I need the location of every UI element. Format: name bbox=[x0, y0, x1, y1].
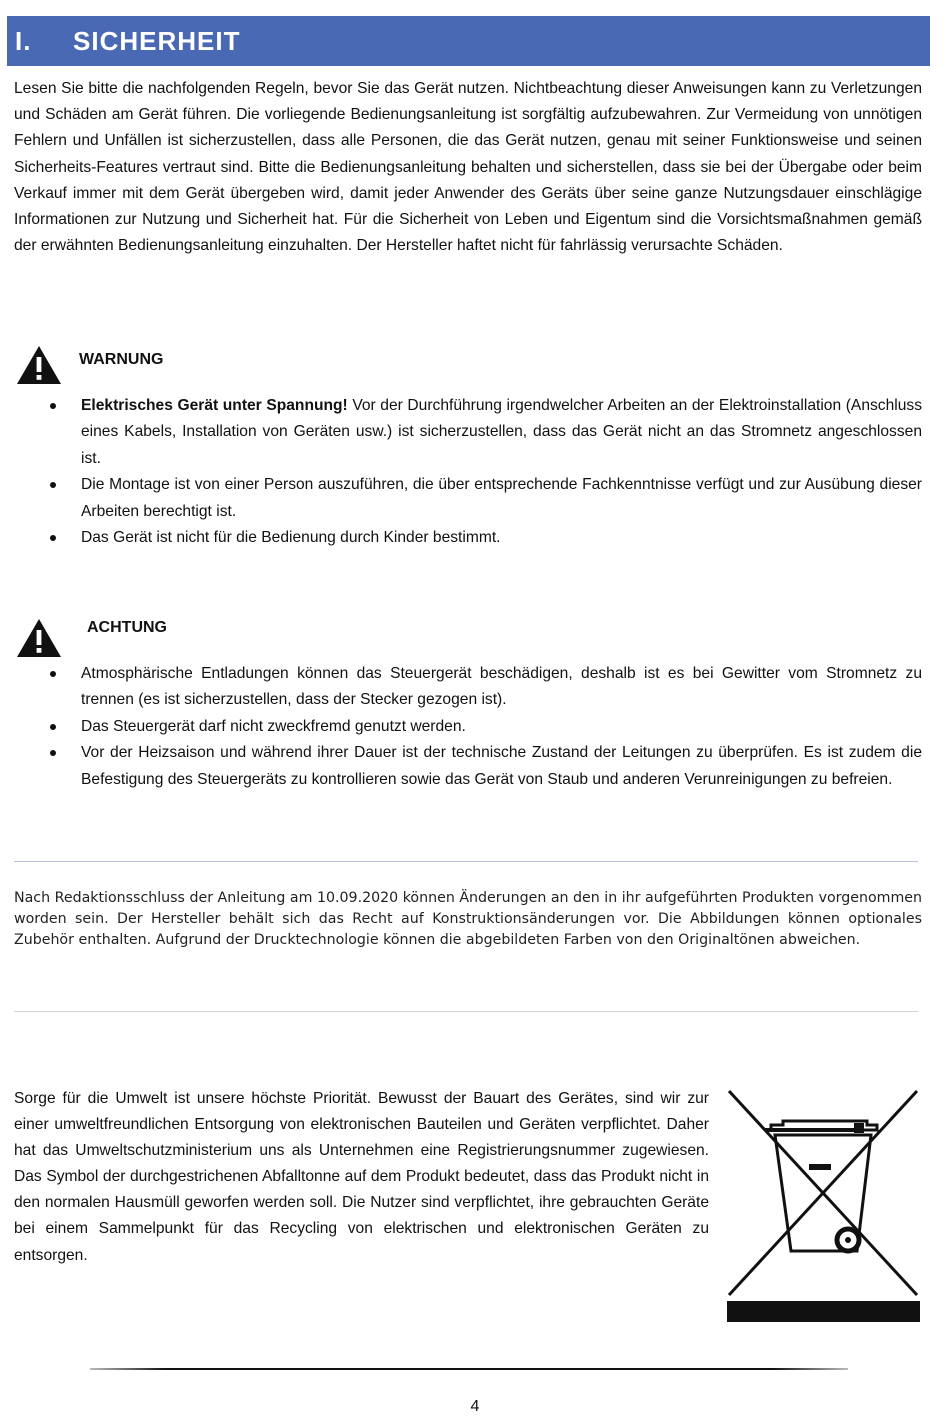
list-item: Das Gerät ist nicht für die Bedienung durch Kinder bestimmt. bbox=[81, 525, 922, 551]
page-number: 4 bbox=[470, 1398, 480, 1415]
caution-title: ACHTUNG bbox=[87, 619, 167, 636]
caution-triangle-icon bbox=[16, 618, 62, 658]
editorial-notice: Nach Redaktionsschluss der Anleitung am 10.09.2020 können Änderungen an den in ihr aufgeführten Produkten vorgenommen worden sein. Der Hersteller behält sich das Recht auf Konstruktionsänderungen vor. Die Abbildungen können optionales Zubehör enthalten. Aufgrund der Drucktechnologie können die abgebildeten Farben von den Originaltönen abweichen. bbox=[14, 890, 922, 948]
footer-rule bbox=[90, 1368, 848, 1370]
warning-title: WARNUNG bbox=[79, 351, 164, 368]
crossed-out-wheelie-bin-icon bbox=[727, 1089, 920, 1322]
list-item: Elektrisches Gerät unter Spannung! Vor der Durchführung irgendwelcher Arbeiten an der Elektroinstallation (Anschluss eines Kabels, Installation von Geräten usw.) ist sicherzustellen, dass das Gerät nicht an das Stromnetz angeschlossen ist. bbox=[81, 393, 922, 472]
environment-paragraph: Sorge für die Umwelt ist unsere höchste Priorität. Bewusst der Bauart des Gerätes, sind wir zur einer umweltfreundlichen Entsorgung von elektronischen Bauteilen und Geräten verpflichtet. Daher hat das Umweltschutzministerium uns als Unternehmen eine Registrierungsnummer zugewiesen. Das Symbol der durchgestrichenen Abfalltonne auf dem Produkt bedeutet, dass das Produkt nicht in den normalen Hausmüll geworfen werden soll. Die Nutzer sind verpflichtet, ihre gebrauchten Geräte bei einem Sammelpunkt für das Recycling von elektrischen und elektronischen Geräten zu entsorgen. bbox=[14, 1090, 709, 1264]
list-item: Atmosphärische Entladungen können das Steuergerät beschädigen, deshalb ist es bei Gewitter vom Stromnetz zu trennen (es ist sicherzustellen, dass der Stecker gezogen ist). bbox=[81, 661, 922, 714]
warning-list bbox=[81, 393, 922, 551]
intro-paragraph: Lesen Sie bitte die nachfolgenden Regeln, bevor Sie das Gerät nutzen. Nichtbeachtung dieser Anweisungen kann zu Verletzungen und Schäden am Gerät führen. Die vorliegende Bedienungsanleitung ist sorgfältig aufzubewahren. Zur Vermeidung von unnötigen Fehlern und Unfällen ist sicherzustellen, dass alle Personen, die das Gerät nutzen, genau mit seiner Funktionsweise und seinen Sicherheits-Features vertraut sind. Bitte die Bedienungsanleitung behalten und sicherstellen, dass sie bei der Übergabe oder beim Verkauf immer mit dem Gerät übergeben wird, damit jeder Anwender des Geräts über seine ganze Nutzungsdauer einschlägige Informationen zur Nutzung und Sicherheit hat. Für die Sicherheit von Leben und Eigentum sind die Vorsichtsmaßnahmen gemäß der erwähnten Bedienungsanleitung einzuhalten. Der Hersteller haftet nicht für fahrlässig verursachte Schäden. bbox=[14, 80, 922, 255]
list-item: Vor der Heizsaison und während ihrer Dauer ist der technische Zustand der Leitungen zu überprüfen. Es ist zudem die Befestigung des Steuergeräts zu kontrollieren sowie das Gerät von Staub und anderen Verunreinigungen zu befreien. bbox=[81, 740, 922, 793]
warning-triangle-icon bbox=[16, 345, 62, 385]
section-header bbox=[7, 16, 930, 66]
warning-emphasis: Elektrisches Gerät unter Spannung! bbox=[81, 397, 348, 414]
section-title: SICHERHEIT bbox=[73, 25, 241, 56]
list-item: Die Montage ist von einer Person auszuführen, die über entsprechende Fachkenntnisse verfügt und zur Ausübung dieser Arbeiten berechtigt ist. bbox=[81, 472, 922, 525]
caution-list bbox=[81, 661, 922, 793]
section-number: I. bbox=[15, 25, 32, 56]
list-item: Das Steuergerät darf nicht zweckfremd genutzt werden. bbox=[81, 714, 922, 740]
divider bbox=[14, 1011, 918, 1012]
divider bbox=[14, 861, 918, 862]
